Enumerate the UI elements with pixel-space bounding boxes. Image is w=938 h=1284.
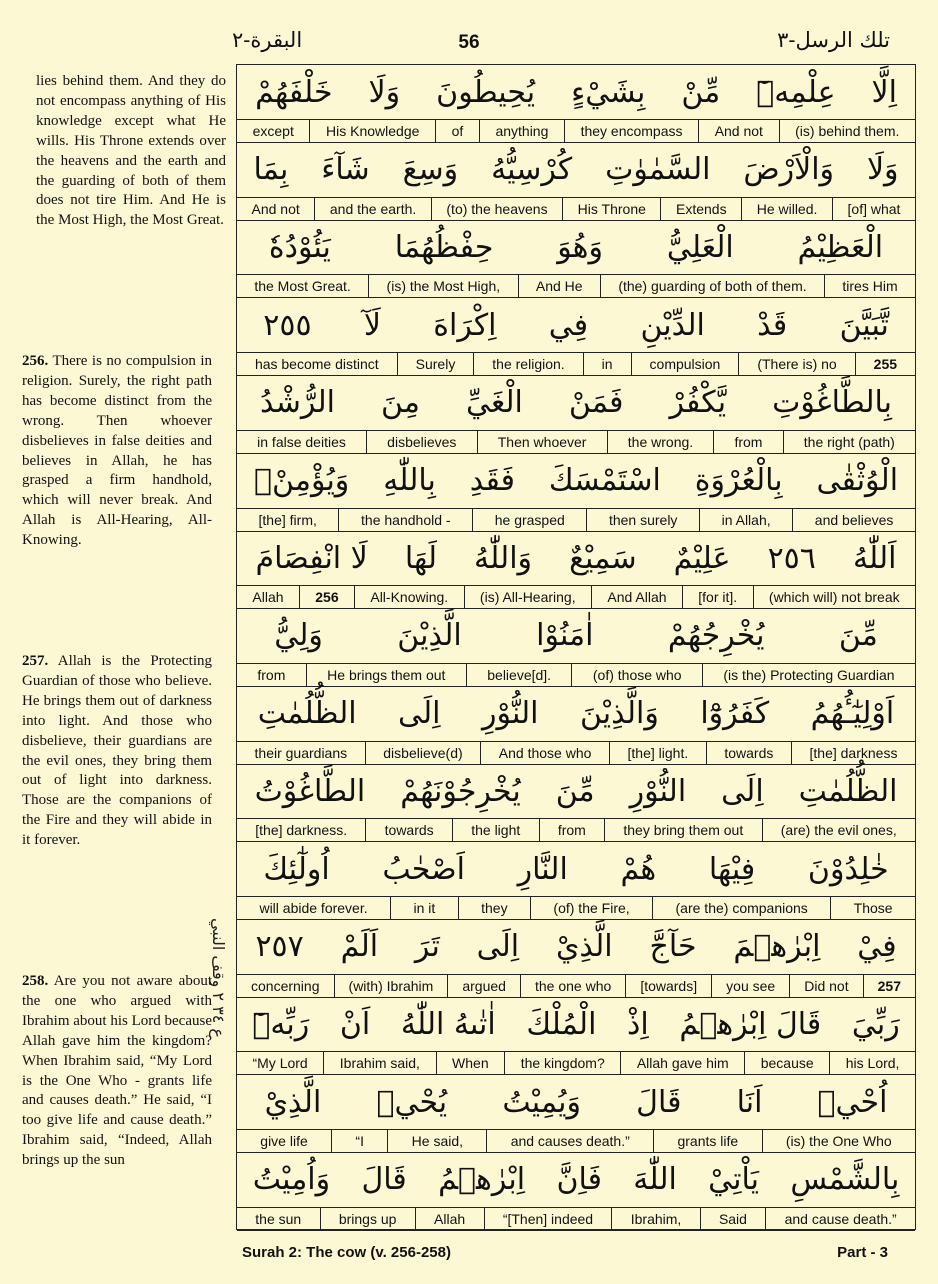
arabic-word: تَّبَيَّنَ bbox=[839, 307, 889, 343]
gloss-cell: the Most Great. bbox=[237, 274, 368, 297]
arabic-line bbox=[237, 298, 915, 352]
arabic-word: الْغَيِّ bbox=[465, 385, 523, 421]
arabic-word: حَآجَّ bbox=[649, 929, 697, 965]
gloss-cell: (is the) Protecting Guardian bbox=[702, 663, 915, 686]
verse-row bbox=[237, 842, 915, 920]
arabic-line bbox=[237, 609, 915, 663]
arabic-line bbox=[237, 531, 915, 585]
gloss-cell: [towards] bbox=[625, 974, 711, 997]
arabic-line bbox=[237, 842, 915, 896]
translation-paragraph bbox=[22, 72, 226, 231]
gloss-cell: Those bbox=[830, 896, 915, 919]
arabic-word: السَّمٰوٰتِ bbox=[605, 152, 711, 188]
arabic-word: اِذْ bbox=[627, 1006, 649, 1042]
arabic-word: الَّذِيْ bbox=[264, 1084, 322, 1120]
arabic-word: شَآءَ bbox=[321, 152, 370, 188]
gloss-cell: Allah gave him bbox=[620, 1051, 744, 1074]
arabic-word: اِلَى bbox=[721, 773, 764, 809]
gloss-cell: and causes death.” bbox=[486, 1129, 653, 1152]
arabic-word: بِالْعُرْوَةِ bbox=[694, 463, 783, 498]
juz-title: تلك الرسل-٣ bbox=[777, 28, 890, 52]
arabic-line bbox=[237, 1075, 915, 1129]
arabic-word: وَالْاَرْضَ bbox=[743, 152, 835, 188]
arabic-word: خَلْفَهُمْ bbox=[255, 74, 333, 110]
gloss-cell: [the] firm, bbox=[237, 508, 339, 531]
arabic-word: عَلِيْمٌ bbox=[673, 540, 731, 576]
arabic-word: اِلَّا bbox=[871, 74, 897, 110]
arabic-word: قَالَ bbox=[636, 1084, 682, 1120]
gloss-cell: [the] darkness bbox=[791, 741, 915, 764]
arabic-word: النَّارِ bbox=[517, 851, 568, 887]
arabic-word: وَسِعَ bbox=[402, 152, 459, 188]
verse-number: 256. bbox=[22, 353, 49, 369]
gloss-cell: anything bbox=[479, 119, 564, 142]
arabic-word: فَمَنْ bbox=[568, 385, 624, 421]
gloss-cell: the one who bbox=[520, 974, 625, 997]
english-gloss-line bbox=[237, 352, 915, 375]
arabic-word: سَمِيْعٌ bbox=[569, 540, 637, 576]
gloss-cell: disbelieve(d) bbox=[365, 741, 481, 764]
gloss-cell: brings up bbox=[320, 1207, 415, 1230]
gloss-cell: His Knowledge bbox=[309, 119, 435, 142]
arabic-word: تَرَ bbox=[414, 929, 440, 965]
arabic-word: مِّنْ bbox=[681, 74, 721, 110]
arabic-word: بِاللّٰهِ bbox=[383, 463, 436, 498]
gloss-cell: the right (path) bbox=[783, 430, 915, 453]
verse-row bbox=[237, 764, 915, 842]
verse-row bbox=[237, 920, 915, 998]
gloss-cell: and believes bbox=[792, 508, 915, 531]
gloss-cell: their guardians bbox=[237, 741, 365, 764]
gloss-cell: When bbox=[436, 1051, 505, 1074]
gloss-cell: from bbox=[539, 818, 605, 841]
gloss-cell: (of) the Fire, bbox=[530, 896, 652, 919]
gloss-cell: “[Then] indeed bbox=[484, 1207, 612, 1230]
arabic-word: وَهُوَ bbox=[557, 229, 603, 265]
verse-row bbox=[237, 1075, 915, 1153]
english-gloss-line bbox=[237, 974, 915, 997]
arabic-word: فِيْهَا bbox=[708, 851, 756, 887]
gloss-cell: (is) All-Hearing, bbox=[464, 585, 591, 608]
gloss-cell: (There is) no bbox=[738, 352, 854, 375]
footer-surah-info: Surah 2: The cow (v. 256-258) bbox=[242, 1244, 451, 1261]
arabic-word: بِالشَّمْسِ bbox=[790, 1162, 900, 1198]
arabic-word: كُرْسِيُّهُ bbox=[491, 152, 573, 188]
arabic-word: اٰتٰىهُ اللّٰهُ bbox=[400, 1006, 496, 1042]
arabic-word: يُحِيطُونَ bbox=[436, 74, 536, 110]
gloss-cell: “I bbox=[331, 1129, 387, 1152]
gloss-cell: in bbox=[583, 352, 631, 375]
arabic-line bbox=[237, 65, 915, 119]
gloss-cell: Ibrahim said, bbox=[323, 1051, 435, 1074]
arabic-word: الرُّشْدُ bbox=[260, 385, 335, 421]
gloss-cell: will abide forever. bbox=[237, 896, 390, 919]
gloss-cell: because bbox=[744, 1051, 829, 1074]
gloss-cell: 255 bbox=[855, 352, 915, 375]
translation-text: Are you not aware about the one who argued with Ibrahim about his Lord because Allah gave him the kingdom? When Ibrahim said, “My Lord is the One Who - grants life and causes death.” He said, “I too give life and cause death.” Ibrahim said, “Indeed, Allah brings up the sun bbox=[22, 973, 212, 1169]
verse-row bbox=[237, 376, 915, 454]
gloss-cell: Did not bbox=[789, 974, 862, 997]
gloss-cell: (to) the heavens bbox=[431, 197, 562, 220]
gloss-cell: (with) Ibrahim bbox=[334, 974, 448, 997]
gloss-cell: (are) the evil ones, bbox=[762, 818, 916, 841]
gloss-cell: disbelieves bbox=[366, 430, 477, 453]
english-gloss-line bbox=[237, 430, 915, 453]
arabic-word: الْعَظِيْمُ bbox=[797, 229, 884, 265]
gloss-cell: the kingdom? bbox=[504, 1051, 620, 1074]
verse-row bbox=[237, 531, 915, 609]
gloss-cell: “My Lord bbox=[237, 1051, 323, 1074]
arabic-word: الْعَلِيُّ bbox=[666, 229, 734, 265]
arabic-word: خٰلِدُوْنَ bbox=[807, 851, 889, 887]
arabic-word: الطَّاغُوْتُ bbox=[254, 773, 366, 809]
gloss-cell: he grasped bbox=[472, 508, 586, 531]
arabic-line bbox=[237, 997, 915, 1051]
arabic-line bbox=[237, 376, 915, 430]
gloss-cell: All-Knowing. bbox=[354, 585, 464, 608]
page-number: 56 bbox=[458, 32, 480, 53]
arabic-word: بِشَيْءٍ bbox=[571, 74, 646, 110]
english-gloss-line bbox=[237, 119, 915, 142]
arabic-word: اَنَا bbox=[736, 1084, 763, 1120]
gloss-cell: they encompass bbox=[564, 119, 698, 142]
arabic-word: لَا انْفِصَامَ bbox=[255, 540, 368, 576]
arabic-word: يَاْتِيْ bbox=[708, 1162, 759, 1198]
gloss-cell: give life bbox=[237, 1129, 331, 1152]
arabic-word: يُخْرِجُهُمْ bbox=[667, 618, 765, 654]
gloss-cell: except bbox=[237, 119, 309, 142]
arabic-word: الْوُثْقٰى bbox=[816, 463, 899, 498]
gloss-cell: Extends bbox=[660, 197, 741, 220]
arabic-word: ٢٥٥ bbox=[263, 307, 312, 343]
arabic-word: فَاِنَّ bbox=[556, 1162, 602, 1198]
translation-text: There is no compulsion in religion. Surely, the right path has become distinct from the wrong. Then whoever disbelieves in false deities and believes in Allah, he has grasped a firm handhold, which will never break. And Allah is All-Hearing, All-Knowing. bbox=[22, 353, 212, 549]
arabic-word: الْمُلْكَ bbox=[526, 1006, 597, 1042]
gloss-cell: believe[d]. bbox=[466, 663, 572, 686]
arabic-word: النُّوْرِ bbox=[481, 696, 539, 732]
translation-paragraph bbox=[22, 352, 212, 551]
arabic-word: يُخْرِجُوْنَهُمْ bbox=[400, 773, 521, 809]
english-gloss-line bbox=[237, 818, 915, 841]
arabic-word: قَدْ bbox=[757, 307, 788, 343]
gloss-cell: then surely bbox=[586, 508, 699, 531]
arabic-word: عِلْمِهٖٓ bbox=[756, 74, 836, 110]
gloss-cell: And those who bbox=[480, 741, 609, 764]
arabic-line bbox=[237, 764, 915, 818]
arabic-word: اللّٰهَ bbox=[633, 1162, 677, 1198]
gloss-cell: And not bbox=[698, 119, 778, 142]
arabic-word: اٰمَنُوْا bbox=[536, 618, 594, 654]
gloss-cell: And Allah bbox=[591, 585, 682, 608]
gloss-cell: and cause death.” bbox=[765, 1207, 915, 1230]
translation-paragraph bbox=[22, 972, 212, 1171]
gloss-cell: Surely bbox=[397, 352, 474, 375]
gloss-cell: they bbox=[458, 896, 530, 919]
arabic-word: هُمْ bbox=[620, 851, 657, 887]
arabic-word: فِي bbox=[548, 307, 589, 343]
gloss-cell: (is) behind them. bbox=[779, 119, 915, 142]
arabic-word: ٢٥٧ bbox=[255, 929, 304, 965]
gloss-cell: has become distinct bbox=[237, 352, 397, 375]
arabic-word: رَبِّيَ bbox=[851, 1006, 900, 1042]
arabic-word: كَفَرُوْٓا bbox=[700, 696, 770, 732]
verse-row bbox=[237, 220, 915, 298]
gloss-cell: the sun bbox=[237, 1207, 320, 1230]
gloss-cell: He brings them out bbox=[306, 663, 466, 686]
arabic-word: فِيْ bbox=[857, 929, 897, 965]
arabic-word: الَّذِيْ bbox=[555, 929, 613, 965]
english-gloss-line bbox=[237, 896, 915, 919]
arabic-word: مِّنَ bbox=[555, 773, 595, 809]
english-gloss-line bbox=[237, 274, 915, 297]
gloss-cell: the light bbox=[452, 818, 539, 841]
gloss-cell: (are the) companions bbox=[652, 896, 830, 919]
gloss-cell: in false deities bbox=[237, 430, 366, 453]
gloss-cell: Then whoever bbox=[477, 430, 607, 453]
gloss-cell: grants life bbox=[653, 1129, 761, 1152]
gloss-cell: from bbox=[237, 663, 306, 686]
arabic-line bbox=[237, 454, 915, 508]
english-gloss-line bbox=[237, 197, 915, 220]
arabic-word: ٢٥٦ bbox=[767, 540, 816, 576]
english-gloss-line bbox=[237, 1051, 915, 1074]
gloss-cell: 256 bbox=[299, 585, 354, 608]
gloss-cell: 257 bbox=[863, 974, 915, 997]
verse-row bbox=[237, 609, 915, 687]
translation-text: lies behind them. And they do not encompass anything of His knowledge except what He wills. His Throne extends over the heavens and the earth and the guarding of both of them does not tire Him. And He is the Most High, the Most Great. bbox=[36, 73, 226, 229]
gloss-cell: tires Him bbox=[824, 274, 915, 297]
arabic-word: وَاللّٰهُ bbox=[474, 540, 533, 576]
gloss-cell: argued bbox=[447, 974, 520, 997]
arabic-word: لَآ bbox=[363, 307, 381, 343]
verse-row bbox=[237, 65, 915, 143]
translation-text: Allah is the Protecting Guardian of those who believe. He brings them out of darkness into light. And those who disbelieve, their guardians are the evil ones, they bring them out of light into darkness. Those are the companions of the Fire and they will abide in it forever. bbox=[22, 653, 212, 849]
gloss-cell: Said bbox=[700, 1207, 766, 1230]
english-gloss-line bbox=[237, 585, 915, 608]
gloss-cell: [of] what bbox=[832, 197, 915, 220]
gloss-cell: (is) the Most High, bbox=[368, 274, 517, 297]
gloss-cell: the handhold - bbox=[338, 508, 472, 531]
arabic-word: اِكْرَاهَ bbox=[433, 307, 497, 343]
footer-part: Part - 3 bbox=[837, 1244, 888, 1261]
verse-row bbox=[237, 1153, 915, 1231]
arabic-word: وَلِيُّ bbox=[274, 618, 323, 654]
arabic-word: رَبِّهٖٓ bbox=[252, 1006, 310, 1042]
arabic-word: مِّنَ bbox=[838, 618, 878, 654]
arabic-word: يُحْيٖ bbox=[376, 1084, 448, 1120]
gloss-cell: (the) guarding of both of them. bbox=[600, 274, 824, 297]
verse-row bbox=[237, 143, 915, 221]
arabic-word: الظُّلُمٰتِ bbox=[257, 696, 357, 732]
gloss-cell: they bring them out bbox=[604, 818, 761, 841]
arabic-line bbox=[237, 920, 915, 974]
english-gloss-line bbox=[237, 1129, 915, 1152]
arabic-word: اُولٰٓئِكَ bbox=[263, 851, 330, 887]
gloss-cell: the wrong. bbox=[607, 430, 714, 453]
arabic-word: فَقَدِ bbox=[469, 463, 516, 498]
arabic-word: وَلَا bbox=[866, 152, 899, 188]
arabic-word: اسْتَمْسَكَ bbox=[548, 463, 661, 498]
verse-number: 257. bbox=[22, 653, 49, 669]
ruku-marker: ع ٣٤ ٢ وقف النبي bbox=[209, 918, 228, 1038]
arabic-word: حِفْظُهُمَا bbox=[394, 229, 494, 265]
arabic-word: النُّوْرِ bbox=[629, 773, 687, 809]
gloss-cell: you see bbox=[711, 974, 789, 997]
gloss-cell: (is) the One Who bbox=[762, 1129, 916, 1152]
gloss-cell: And not bbox=[237, 197, 314, 220]
gloss-cell: towards bbox=[706, 741, 791, 764]
arabic-word: قَالَ اِبْرٰهٖمُ bbox=[679, 1006, 822, 1042]
arabic-line bbox=[237, 687, 915, 741]
gloss-cell: concerning bbox=[237, 974, 334, 997]
arabic-word: بِالطَّاغُوْتِ bbox=[772, 385, 892, 421]
gloss-cell: his Lord, bbox=[829, 1051, 915, 1074]
gloss-cell: His Throne bbox=[562, 197, 660, 220]
gloss-cell: [the] darkness. bbox=[237, 818, 365, 841]
arabic-line bbox=[237, 220, 915, 274]
arabic-word: يَّكْفُرْ bbox=[669, 385, 727, 421]
arabic-word: اَلَمْ bbox=[340, 929, 379, 965]
gloss-cell: towards bbox=[365, 818, 452, 841]
arabic-word: لَهَا bbox=[404, 540, 437, 576]
gloss-cell: (of) those who bbox=[571, 663, 702, 686]
arabic-word: الدِّيْنِ bbox=[640, 307, 705, 343]
arabic-word: بِمَا bbox=[253, 152, 289, 188]
translation-paragraph bbox=[22, 652, 212, 851]
arabic-word: وَلَا bbox=[368, 74, 401, 110]
gloss-cell: He said, bbox=[387, 1129, 486, 1152]
arabic-word: وَيُمِيْتُ bbox=[502, 1084, 582, 1120]
arabic-word: اَوْلِيٰٓـُٔهُمُ bbox=[810, 696, 895, 732]
verse-row bbox=[237, 687, 915, 765]
gloss-cell: And He bbox=[518, 274, 600, 297]
verse-row bbox=[237, 454, 915, 532]
gloss-cell: [the] light. bbox=[609, 741, 706, 764]
arabic-word: اِبْرٰهٖمَ bbox=[733, 929, 821, 965]
arabic-word: الظُّلُمٰتِ bbox=[798, 773, 898, 809]
arabic-word: مِنَ bbox=[381, 385, 420, 421]
arabic-word: اِلَى bbox=[398, 696, 441, 732]
gloss-cell: Allah bbox=[237, 585, 299, 608]
english-gloss-line bbox=[237, 508, 915, 531]
gloss-cell: (which will) not break bbox=[753, 585, 915, 608]
english-gloss-line bbox=[237, 663, 915, 686]
gloss-cell: Ibrahim, bbox=[611, 1207, 699, 1230]
gloss-cell: the religion. bbox=[473, 352, 582, 375]
gloss-cell: in it bbox=[390, 896, 458, 919]
arabic-word: اِلَى bbox=[476, 929, 520, 965]
arabic-word: اِبْرٰهٖمُ bbox=[438, 1162, 526, 1198]
arabic-word: اَنْ bbox=[339, 1006, 371, 1042]
arabic-word: يَئُوْدُهٗ bbox=[268, 229, 331, 265]
gloss-cell: in Allah, bbox=[699, 508, 792, 531]
arabic-word: اَللّٰهُ bbox=[852, 540, 897, 576]
verse-number: 258. bbox=[22, 973, 49, 989]
arabic-word: وَيُؤْمِنْۢ bbox=[254, 463, 350, 498]
gloss-cell: He willed. bbox=[741, 197, 832, 220]
arabic-word: اَصْحٰبُ bbox=[382, 851, 465, 887]
word-by-word-grid bbox=[236, 64, 916, 1230]
gloss-cell: from bbox=[713, 430, 782, 453]
english-gloss-line bbox=[237, 741, 915, 764]
gloss-cell: Allah bbox=[415, 1207, 484, 1230]
arabic-word: وَالَّذِيْنَ bbox=[579, 696, 659, 732]
arabic-word: قَالَ bbox=[361, 1162, 407, 1198]
arabic-word: وَاُمِيْتُ bbox=[252, 1162, 331, 1198]
verse-row bbox=[237, 997, 915, 1075]
arabic-word: الَّذِيْنَ bbox=[397, 618, 462, 654]
arabic-line bbox=[237, 143, 915, 197]
gloss-cell: of bbox=[435, 119, 479, 142]
arabic-line bbox=[237, 1153, 915, 1207]
surah-title: البقرة-٢ bbox=[232, 28, 303, 52]
gloss-cell: compulsion bbox=[631, 352, 739, 375]
verse-row bbox=[237, 298, 915, 376]
gloss-cell: [for it]. bbox=[682, 585, 753, 608]
english-gloss-line bbox=[237, 1207, 915, 1230]
gloss-cell: and the earth. bbox=[314, 197, 431, 220]
arabic-word: اُحْيٖ bbox=[817, 1084, 888, 1120]
